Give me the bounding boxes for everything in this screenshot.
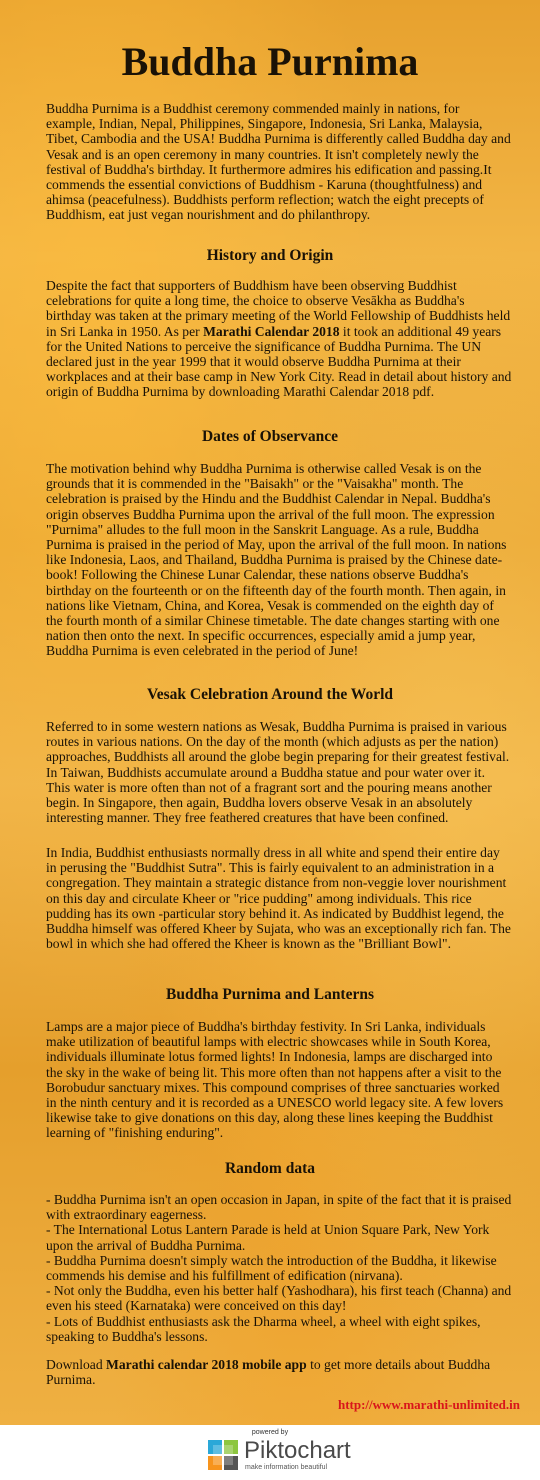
dates-paragraph: The motivation behind why Buddha Purnima is otherwise called Vesak is on the grounds that it is commended in the "Baisakh" or the "Vaisakha" month. The celebration is praised by the Hindu and the Buddhist Calendar in Nepal. Buddha's origin observes Buddha Purnima upon the arrival of the full moon. The expression "Purnima" alludes to the full moon in the Sanskrit Language. As a rule, Buddha Purnima is praised in the period of May, upon the arrival of the full moon. In nations like Indonesia, Laos, and Thailand, Buddha Purnima is praised by the Chinese date-book! Following the Chinese Lunar Calendar, these nations observe Buddha's birthday on the fourteenth or on the fifteenth day of the fourth month. Then again, in nations like Vietnam, China, and Korea, Vesak is commended on the eighth day of the fourth month of a similar Chinese timetable. The date changes starting with one nation then onto the next. In specific occurrences, especially amid a jump year, Buddha Purnima is even celebrated in the period of June!: [46, 461, 507, 659]
list-item: - Buddha Purnima isn't an open occasion in Japan, in spite of the fact that it is praised with extraordinary eagerness.: [46, 1192, 512, 1223]
vesak-paragraph-2: In India, Buddhist enthusiasts normally dress in all white and spend their entire day in perusing the "Buddhist Sutra". This is fairly equivalent to an administration in a congregation. They maintain a strategic distance from non-veggie lover nourishment on this day and circulate Kheer or "rice pudding" among individuals. This rice pudding has its own -particular story behind it. As indicated by Buddhist legend, the Buddha himself was offered Kheer by Sujata, who was an exceptionally rich fan. The bowl in which she had offered the Kheer is known as the "Brilliant Bowl".: [46, 845, 511, 952]
page-title: Buddha Purnima: [121, 39, 419, 84]
download-text-start: Download: [46, 1357, 107, 1372]
lanterns-heading: Buddha Purnima and Lanterns: [165, 986, 375, 1003]
download-paragraph: [46, 1357, 512, 1387]
list-item: - Lots of Buddhist enthusiasts ask the Dharma wheel, a wheel with eight spikes, speaking to Buddha's lessons.: [46, 1313, 481, 1344]
piktochart-tagline: make information beautiful: [245, 1464, 328, 1471]
marathi-calendar-link[interactable]: Marathi Calendar 2018: [203, 323, 340, 339]
random-data-heading: Random data: [224, 1160, 315, 1177]
footer: [0, 1425, 540, 1480]
list-item: - Buddha Purnima doesn't simply watch the introduction of the Buddha, it likewise commends his demise and his fulfillment of edification (nirvana).: [46, 1252, 497, 1284]
mobile-app-link[interactable]: Marathi calendar 2018 mobile app: [106, 1357, 307, 1372]
random-data-list: [46, 1192, 512, 1344]
history-heading: History and Origin: [206, 247, 334, 264]
lanterns-paragraph: Lamps are a major piece of Buddha's birthday festivity. In Sri Lanka, individuals make utilization of beautiful lamps with electric showcases while in South Korea, individuals illuminate lotus formed lights! In Indonesia, lamps are discharged into the sky in the wake of being lit. This more often than not happens after a visit to the Borobudur sanctuary mixes. This compound comprises of three sanctuaries worked in the ninth century and it is recorded as a UNESCO world legacy site. A few lovers likewise take to give donations on this day, along these lines keeping the Buddhist learning of "finishing enduring".: [46, 1019, 504, 1141]
history-paragraph: [46, 278, 512, 400]
history-text-end: it took an additional 49 years for the United Nations to perceive the significance of Buddha Purnima. The UN declared just in the year 1999 that it would observe Buddha Purnima at their workplaces and at their base camp in New York City. Read in detail about history and origin of Buddha Purnima by downloading Marathi Calendar 2018 pdf.: [46, 323, 512, 400]
piktochart-logo-icon[interactable]: [208, 1440, 238, 1470]
vesak-heading: Vesak Celebration Around the World: [146, 686, 394, 703]
vesak-paragraph-1: Referred to in some western nations as Wesak, Buddha Purnima is praised in various routes in various nations. On the day of the month (which adjusts as per the nation) approaches, Buddhists all around the globe begin preparing for their greatest festival. In Taiwan, Buddhists accumulate around a Buddha statue and pour water over it. This water is more often than not of a fragrant sort and the pouring means another begin. In Singapore, then again, Buddha lovers observe Vesak in an absolutely interesting manner. They free feathered creatures that have been confined.: [46, 719, 510, 826]
piktochart-brand[interactable]: Piktochart: [244, 1437, 351, 1464]
list-item: - Not only the Buddha, even his better half (Yashodhara), his first teach (Channa) and even his steed (Karnataka) were conceived on this day!: [46, 1283, 512, 1314]
intro-paragraph: Buddha Purnima is a Buddhist ceremony commended mainly in nations, for example, Indian, Nepal, Philippines, Singapore, Indonesia, Sri Lanka, Malaysia, Tibet, Cambodia and the USA! Buddha Purnima is differently called Buddha day and Vesak and is an open ceremony in many countries. It isn't completely newly the festival of Buddha's birthday. It furthermore admires his edification and passing.It commends the essential convictions of Buddhism - Karuna (thoughtfulness) and ahimsa (peacefulness). Buddhists perform reflection; watch the eight precepts of Buddhism, eat just vegan nourishment and do philanthropy.: [46, 101, 511, 223]
list-item: - The International Lotus Lantern Parade is held at Union Square Park, New York upon the arrival of Buddha Purnima.: [46, 1222, 490, 1253]
dates-heading: Dates of Observance: [201, 428, 339, 445]
powered-by-label: powered by: [251, 1429, 289, 1436]
website-link[interactable]: http://www.marathi-unlimited.in: [337, 1397, 520, 1412]
download-text-end: to get more details about Buddha Purnima.: [46, 1357, 491, 1388]
history-text-start: Despite the fact that supporters of Buddhism have been observing Buddhist celebrations for quite a long time, the choice to observe Vesākha as Buddha's birthday was taken at the primary meeting of the World Fellowship of Buddhists held in Sri Lanka in 1950. As per: [46, 278, 511, 339]
